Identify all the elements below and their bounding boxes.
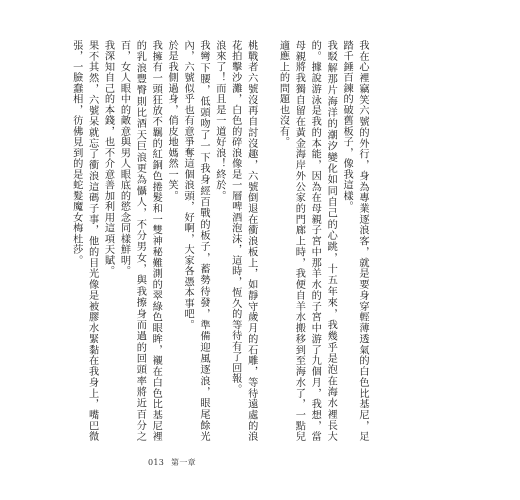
paragraph: 果不其然，六號呆就忘了衝浪這碼子事，他的目光像是被膠水緊黏在我身上，嘴巴微張，一臉蠢相，彷佛見到的是蛇髮魔女梅杜莎。 [70,40,98,442]
body-text [70,40,370,442]
paragraph: 浪來了！而且是一道好浪！終於。 [213,40,225,202]
chapter-label: 第一章 [171,458,196,467]
paragraph: 我駁解那片海洋的潮汐變化如同自己的心跳，十五年來，我幾乎是泡在海水裡長大的。據說游泳是我的本能，因為在母親子宮中那羊水的子宮中游了九個月，我想，當母親將我獨自留在黃金海岸外公家的門廊上時，我便自羊水搬移到至海水了，一點兒適應上的問題也沒有。 [277,40,337,442]
page-number: 013 [148,458,165,467]
paragraph: 桃戰者六號沒再自討沒趣，六號倒退在衝浪板上，如靜守歲月的石雕，等待遠處的浪花拍擊沙灘，白色的碎浪像是一層啤酒泡沫，這時，恆久的等待有了回報。 [229,40,257,442]
paragraph: 我彎下腰，低頭吻了一下我身經百戰的板子，蓄勢待發，準備迎風逐浪，眼尾餘光內，六號似乎也有意爭奪這個浪頭，好啊，大家各憑本事吧。 [182,40,209,442]
paragraph: 我擁有一頭狂放不羈的紅銅色捲髮和一雙神秘難測的翠綠色眼眸，襯在白色比基尼裡的乳浪豐臀則比酒天巨浪更為懾人，不分男女，與我擦身而過的回頭率將近百分之百，女人眼中的敵意與男人眼底的慾念同樣鮮明。 [118,40,162,442]
paragraph: 我深知自己的本錢，也不介意善加利用這項天賦。 [102,40,114,277]
page-footer [148,457,196,468]
paragraph: 我在心裡竊笑六號的外行，身為專業逐浪客，就是要身穿輕薄透氣的白色比基尼，足踏千錘百鍊的破舊板子，像我這樣。 [341,40,368,442]
paragraph: 於是我側過身，俏皮地媽然一笑。 [166,40,178,202]
